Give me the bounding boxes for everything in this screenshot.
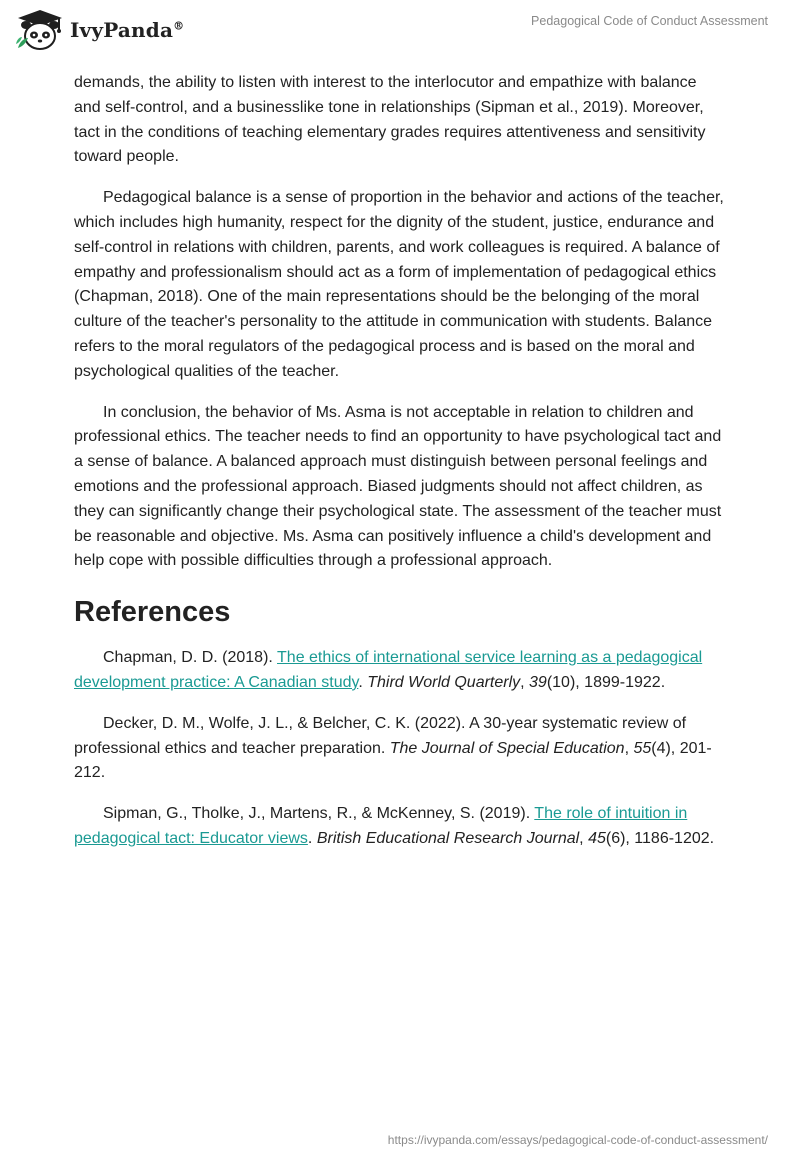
source-url[interactable]: https://ivypanda.com/essays/pedagogical-code-of-conduct-assessment/ [387, 1133, 768, 1147]
reference-punct: , [579, 829, 589, 847]
document-title: Pedagogical Code of Conduct Assessment [531, 14, 768, 28]
reference-link[interactable]: The ethics of international service learning as a pedagogical development practice: A Canadian study [74, 649, 703, 691]
reference-item [74, 646, 726, 696]
reference-authors: Decker, D. M., Wolfe, J. L., & Belcher, C. K. (2022). A 30-year systematic review of professional ethics and teacher preparation. [74, 714, 687, 757]
reference-link[interactable]: The role of intuition in pedagogical tact: Educator views [74, 805, 688, 847]
reference-volume: 55 [633, 739, 652, 757]
reference-punct: . [358, 673, 368, 691]
document-body [74, 71, 726, 868]
brand-name: IvyPanda® [70, 18, 185, 42]
reference-item [74, 802, 726, 852]
reference-authors: Chapman, D. D. (2018). [103, 649, 278, 667]
reference-punct: , [624, 739, 634, 757]
references-heading: References [74, 596, 231, 629]
reference-journal: British Educational Research Journal [316, 829, 580, 847]
panda-mascot-icon [14, 8, 66, 52]
ivypanda-logo[interactable] [14, 8, 184, 52]
reference-journal: Third World Quarterly [367, 673, 521, 691]
reference-item [74, 712, 726, 786]
reference-pages: (4), 201-212. [74, 739, 712, 782]
reference-punct: , [520, 673, 530, 691]
page-header [0, 0, 800, 60]
reference-pages: (6), 1186-1202. [605, 829, 715, 847]
reference-volume: 39 [529, 673, 547, 691]
reference-journal: The Journal of Special Education [389, 739, 625, 757]
paragraph-continuation: demands, the ability to listen with interest to the interlocutor and empathize with balance and self-control, and a businesslike tone in relationships (Sipman et al., 2019). Moreover, tact in the conditions of teaching elementary grades requires attentiveness and sensitivity toward people. [74, 74, 706, 166]
reference-punct: . [307, 829, 317, 847]
paragraph-conclusion: In conclusion, the behavior of Ms. Asma is not acceptable in relation to children and professional ethics. The teacher needs to find an opportunity to have psychological tact and a sense of balance. A balanced approach must distinguish between personal feelings and emotions and the professional approach. Biased judgments should not affect children, as they can significantly change their psychological state. The assessment of the teacher must be reasonable and objective. Ms. Asma can positively influence a child's development and help cope with possible difficulties through a professional approach. [74, 403, 722, 570]
reference-pages: (10), 1899-1922. [546, 673, 666, 691]
reference-authors: Sipman, G., Tholke, J., Martens, R., & McKenney, S. (2019). [103, 805, 535, 823]
reference-volume: 45 [588, 829, 606, 847]
paragraph-pedagogical-balance: Pedagogical balance is a sense of proportion in the behavior and actions of the teacher, which includes high humanity, respect for the dignity of the student, justice, endurance and self-control in relations with children, parents, and work colleagues is required. A balance of empathy and professionalism should act as a form of implementation of pedagogical ethics (Chapman, 2018). One of the main representations should be the belonging of the moral culture of the teacher's personality to the attitude in communication with students. Balance refers to the moral regulators of the pedagogical process and is based on the moral and psychological qualities of the teacher. [74, 189, 724, 380]
